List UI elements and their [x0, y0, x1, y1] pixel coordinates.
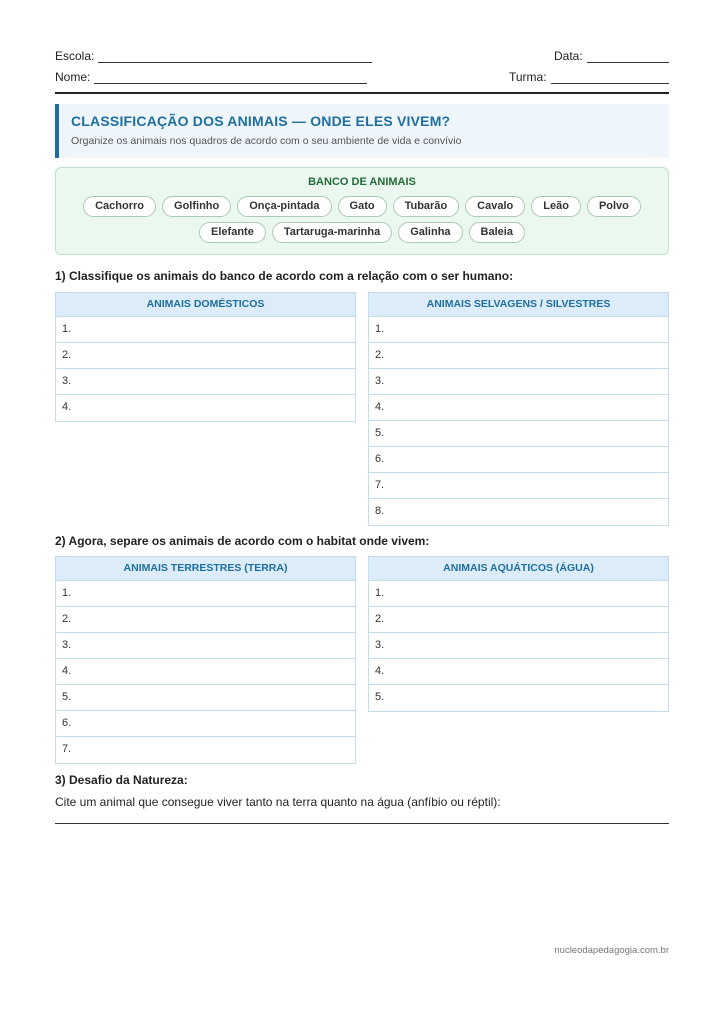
table-row[interactable]: 5.	[56, 685, 355, 711]
animal-chip: Golfinho	[162, 196, 231, 217]
table-row[interactable]: 5.	[369, 421, 668, 447]
header-row-2	[55, 69, 669, 90]
table-row[interactable]: 2.	[369, 607, 668, 633]
table-row[interactable]: 6.	[369, 447, 668, 473]
header-row-1	[55, 48, 669, 69]
table-row[interactable]: 1.	[369, 581, 668, 607]
table-row[interactable]: 3.	[56, 369, 355, 395]
table-row[interactable]: 4.	[62, 401, 72, 413]
name-label: Nome:	[55, 70, 91, 84]
table-row[interactable]: 3.	[369, 633, 668, 659]
animal-chip: Leão	[531, 196, 581, 217]
class-input-line[interactable]	[551, 69, 669, 84]
table-row[interactable]: 3.	[56, 633, 355, 659]
animal-chip: Polvo	[587, 196, 641, 217]
word-bank-title: BANCO DE ANIMAIS	[308, 176, 416, 188]
school-label: Escola:	[55, 49, 95, 63]
table-row[interactable]: 4.	[369, 395, 668, 421]
question-3-text: Cite um animal que consegue viver tanto na terra quanto na água (anfíbio ou réptil):	[55, 795, 501, 809]
worksheet-header	[55, 48, 669, 255]
class-label: Turma:	[509, 70, 547, 84]
question-3-title: 3) Desafio da Natureza:	[55, 773, 188, 787]
footer-website: nucleodapedagogia.com.br	[554, 945, 669, 956]
page-title: CLASSIFICAÇÃO DOS ANIMAIS — ONDE ELES VIVEM?	[71, 113, 451, 129]
word-bank-row-2	[56, 222, 668, 243]
animal-chip: Cachorro	[83, 196, 156, 217]
name-field	[55, 69, 367, 84]
page-subtitle: Organize os animais nos quadros de acordo com o seu ambiente de vida e convívio	[71, 135, 462, 147]
table-row[interactable]: 1.	[56, 317, 355, 343]
animal-chip: Tubarão	[393, 196, 460, 217]
table-wild-animals	[368, 292, 669, 526]
table-domestic-animals	[55, 292, 356, 422]
animal-chip: Galinha	[398, 222, 462, 243]
table-row[interactable]: 7.	[369, 473, 668, 499]
table-header-land: ANIMAIS TERRESTRES (TERRA)	[56, 557, 355, 581]
animal-word-bank	[55, 167, 669, 255]
animal-chip: Baleia	[469, 222, 525, 243]
table-row[interactable]: 5.	[375, 691, 385, 703]
table-water-animals	[368, 556, 669, 712]
header-divider	[55, 92, 669, 94]
question-1-text: 1) Classifique os animais do banco de acordo com a relação com o ser humano:	[55, 269, 514, 283]
table-header-water: ANIMAIS AQUÁTICOS (ÁGUA)	[369, 557, 668, 581]
table-land-animals	[55, 556, 356, 764]
table-row[interactable]: 6.	[56, 711, 355, 737]
name-input-line[interactable]	[94, 69, 367, 84]
word-bank-row-1	[56, 196, 668, 217]
title-block	[55, 104, 669, 158]
table-header-wild: ANIMAIS SELVAGENS / SILVESTRES	[369, 293, 668, 317]
table-row[interactable]: 4.	[369, 659, 668, 685]
date-field	[554, 48, 669, 63]
class-field	[509, 69, 669, 84]
animal-chip: Elefante	[199, 222, 266, 243]
table-row[interactable]: 2.	[369, 343, 668, 369]
table-row[interactable]: 8.	[375, 505, 385, 517]
animal-chip: Cavalo	[465, 196, 525, 217]
table-row[interactable]: 1.	[56, 581, 355, 607]
animal-chip: Gato	[338, 196, 387, 217]
date-label: Data:	[554, 49, 583, 63]
table-row[interactable]: 3.	[369, 369, 668, 395]
question-3-answer-line[interactable]	[55, 823, 669, 824]
table-row[interactable]: 2.	[56, 343, 355, 369]
animal-chip: Tartaruga-marinha	[272, 222, 392, 243]
table-row[interactable]: 7.	[62, 743, 72, 755]
table-row[interactable]: 1.	[369, 317, 668, 343]
school-field	[55, 48, 372, 63]
table-row[interactable]: 2.	[56, 607, 355, 633]
date-input-line[interactable]	[587, 48, 669, 63]
animal-chip: Onça-pintada	[237, 196, 331, 217]
school-input-line[interactable]	[98, 48, 372, 63]
table-row[interactable]: 4.	[56, 659, 355, 685]
table-header-domestic: ANIMAIS DOMÉSTICOS	[56, 293, 355, 317]
question-2-text: 2) Agora, separe os animais de acordo com o habitat onde vivem:	[55, 534, 430, 548]
